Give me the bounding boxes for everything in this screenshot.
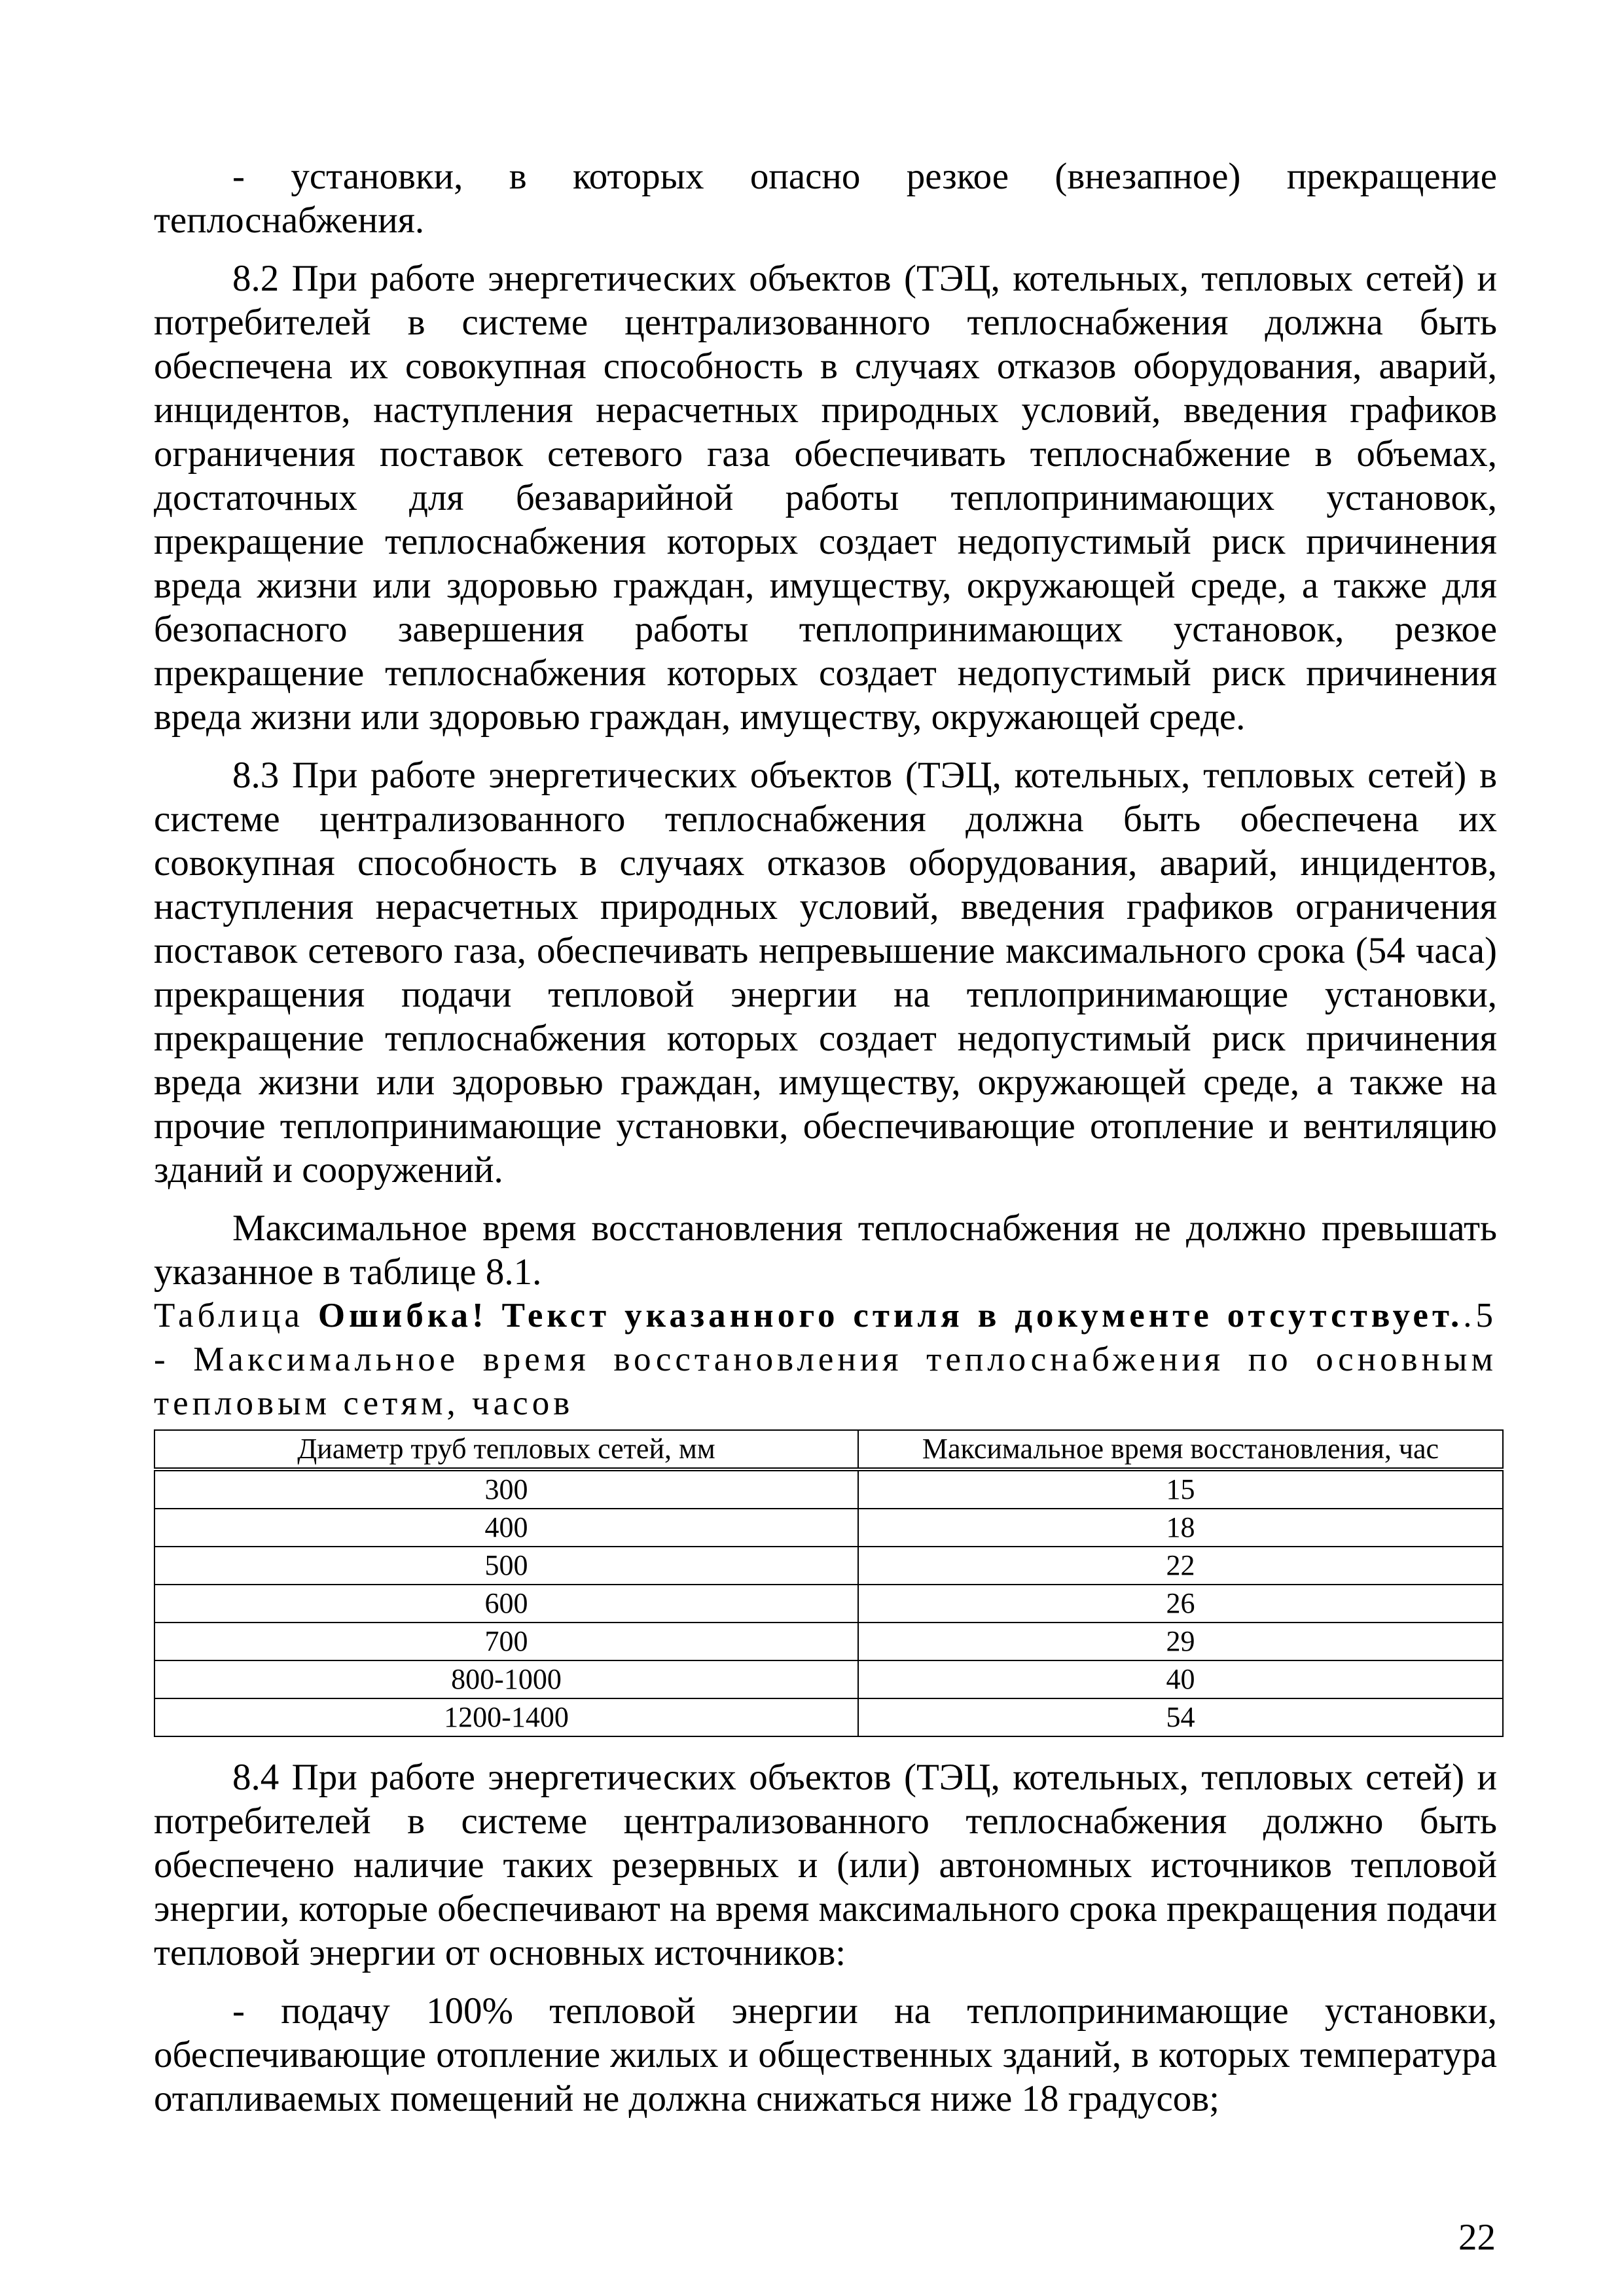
paragraph-8-2: 8.2 При работе энергетических объектов (ТЭЦ, котельных, тепловых сетей) и потребителей в системе централизованного теплоснабжения должна быть обеспечена их совокупная способность в случаях отказов оборудования, аварий, инцидентов, наступления нерасчетных природных условий, введения графиков ограничения поставок сетевого газа обеспечивать теплоснабжение в объемах, достаточных для безаварийной работы теплопринимающих установок, прекращение теплоснабжения которых создает недопустимый риск причинения вреда жизни или здоровью граждан, имуществу, окружающей среде, а также для безопасного завершения работы теплопринимающих установок, резкое прекращение теплоснабжения которых создает недопустимый риск причинения вреда жизни или здоровью граждан, имуществу, окружающей среде.	[154, 258, 1497, 738]
paragraph-8-4: 8.4 При работе энергетических объектов (ТЭЦ, котельных, тепловых сетей) и потребителей в системе централизованного теплоснабжения должно быть обеспечено наличие таких резервных и (или) автономных источников тепловой энергии, которые обеспечивают на время максимального срока прекращения подачи тепловой энергии от основных источников:	[154, 1757, 1497, 1973]
paragraph-8-3: 8.3 При работе энергетических объектов (ТЭЦ, котельных, тепловых сетей) в системе централизованного теплоснабжения должна быть обеспечена их совокупная способность в случаях отказов оборудования, аварий, инцидентов, наступления нерасчетных природных условий, введения графиков ограничения поставок сетевого газа, обеспечивать непревышение максимального срока (54 часа) прекращения подачи тепловой энергии на теплопринимающие установки, прекращение теплоснабжения которых создает недопустимый риск причинения вреда жизни или здоровью граждан, имуществу, окружающей среде, а также на прочие теплопринимающие установки, обеспечивающие отопление и вентиляцию зданий и сооружений.	[154, 755, 1497, 1191]
table-row	[154, 1698, 1503, 1736]
paragraph-supply-100: - подачу 100% тепловой энергии на теплопринимающие установки, обеспечивающие отопление жилых и общественных зданий, в которых температура отапливаемых помещений не должна снижаться ниже 18 градусов;	[154, 1990, 1497, 2119]
table-row	[154, 1585, 1503, 1623]
cell-diameter: 300	[154, 1469, 858, 1509]
table-row	[154, 1660, 1503, 1698]
table-caption	[154, 1294, 1497, 1426]
table-header-row	[154, 1430, 1503, 1469]
paragraph-installations: - установки, в которых опасно резкое (внезапное) прекращение теплоснабжения.	[154, 156, 1497, 241]
caption-error: Ошибка! Текст указанного стиля в документе отсутствует.	[317, 1297, 1464, 1335]
cell-time: 54	[858, 1698, 1503, 1736]
cell-diameter: 700	[154, 1623, 858, 1660]
cell-time: 26	[858, 1585, 1503, 1623]
table-row	[154, 1509, 1503, 1547]
cell-diameter: 400	[154, 1509, 858, 1547]
caption-prefix: Таблица	[154, 1297, 318, 1335]
cell-time: 22	[858, 1547, 1503, 1585]
paragraph-max-time: Максимальное время восстановления теплоснабжения не должно превышать указанное в таблице 8.1.	[154, 1208, 1497, 1293]
cell-diameter: 1200-1400	[154, 1698, 858, 1736]
cell-diameter: 600	[154, 1585, 858, 1623]
table-row	[154, 1623, 1503, 1660]
caption-suffix: .5 - Максимальное время восстановления теплоснабжения по основным тепловым сетям, часов	[154, 1297, 1497, 1422]
restoration-table	[154, 1429, 1504, 1737]
cell-time: 29	[858, 1623, 1503, 1660]
table-row	[154, 1469, 1503, 1509]
document-page	[154, 154, 1497, 2135]
cell-time: 40	[858, 1660, 1503, 1698]
restoration-table-wrap	[154, 1429, 1497, 1737]
header-diameter: Диаметр труб тепловых сетей, мм	[154, 1430, 858, 1469]
cell-time: 15	[858, 1469, 1503, 1509]
cell-diameter: 800-1000	[154, 1660, 858, 1698]
cell-diameter: 500	[154, 1547, 858, 1585]
table-row	[154, 1547, 1503, 1585]
header-time: Максимальное время восстановления, час	[858, 1430, 1503, 1469]
page-number: 22	[1458, 2217, 1496, 2258]
cell-time: 18	[858, 1509, 1503, 1547]
